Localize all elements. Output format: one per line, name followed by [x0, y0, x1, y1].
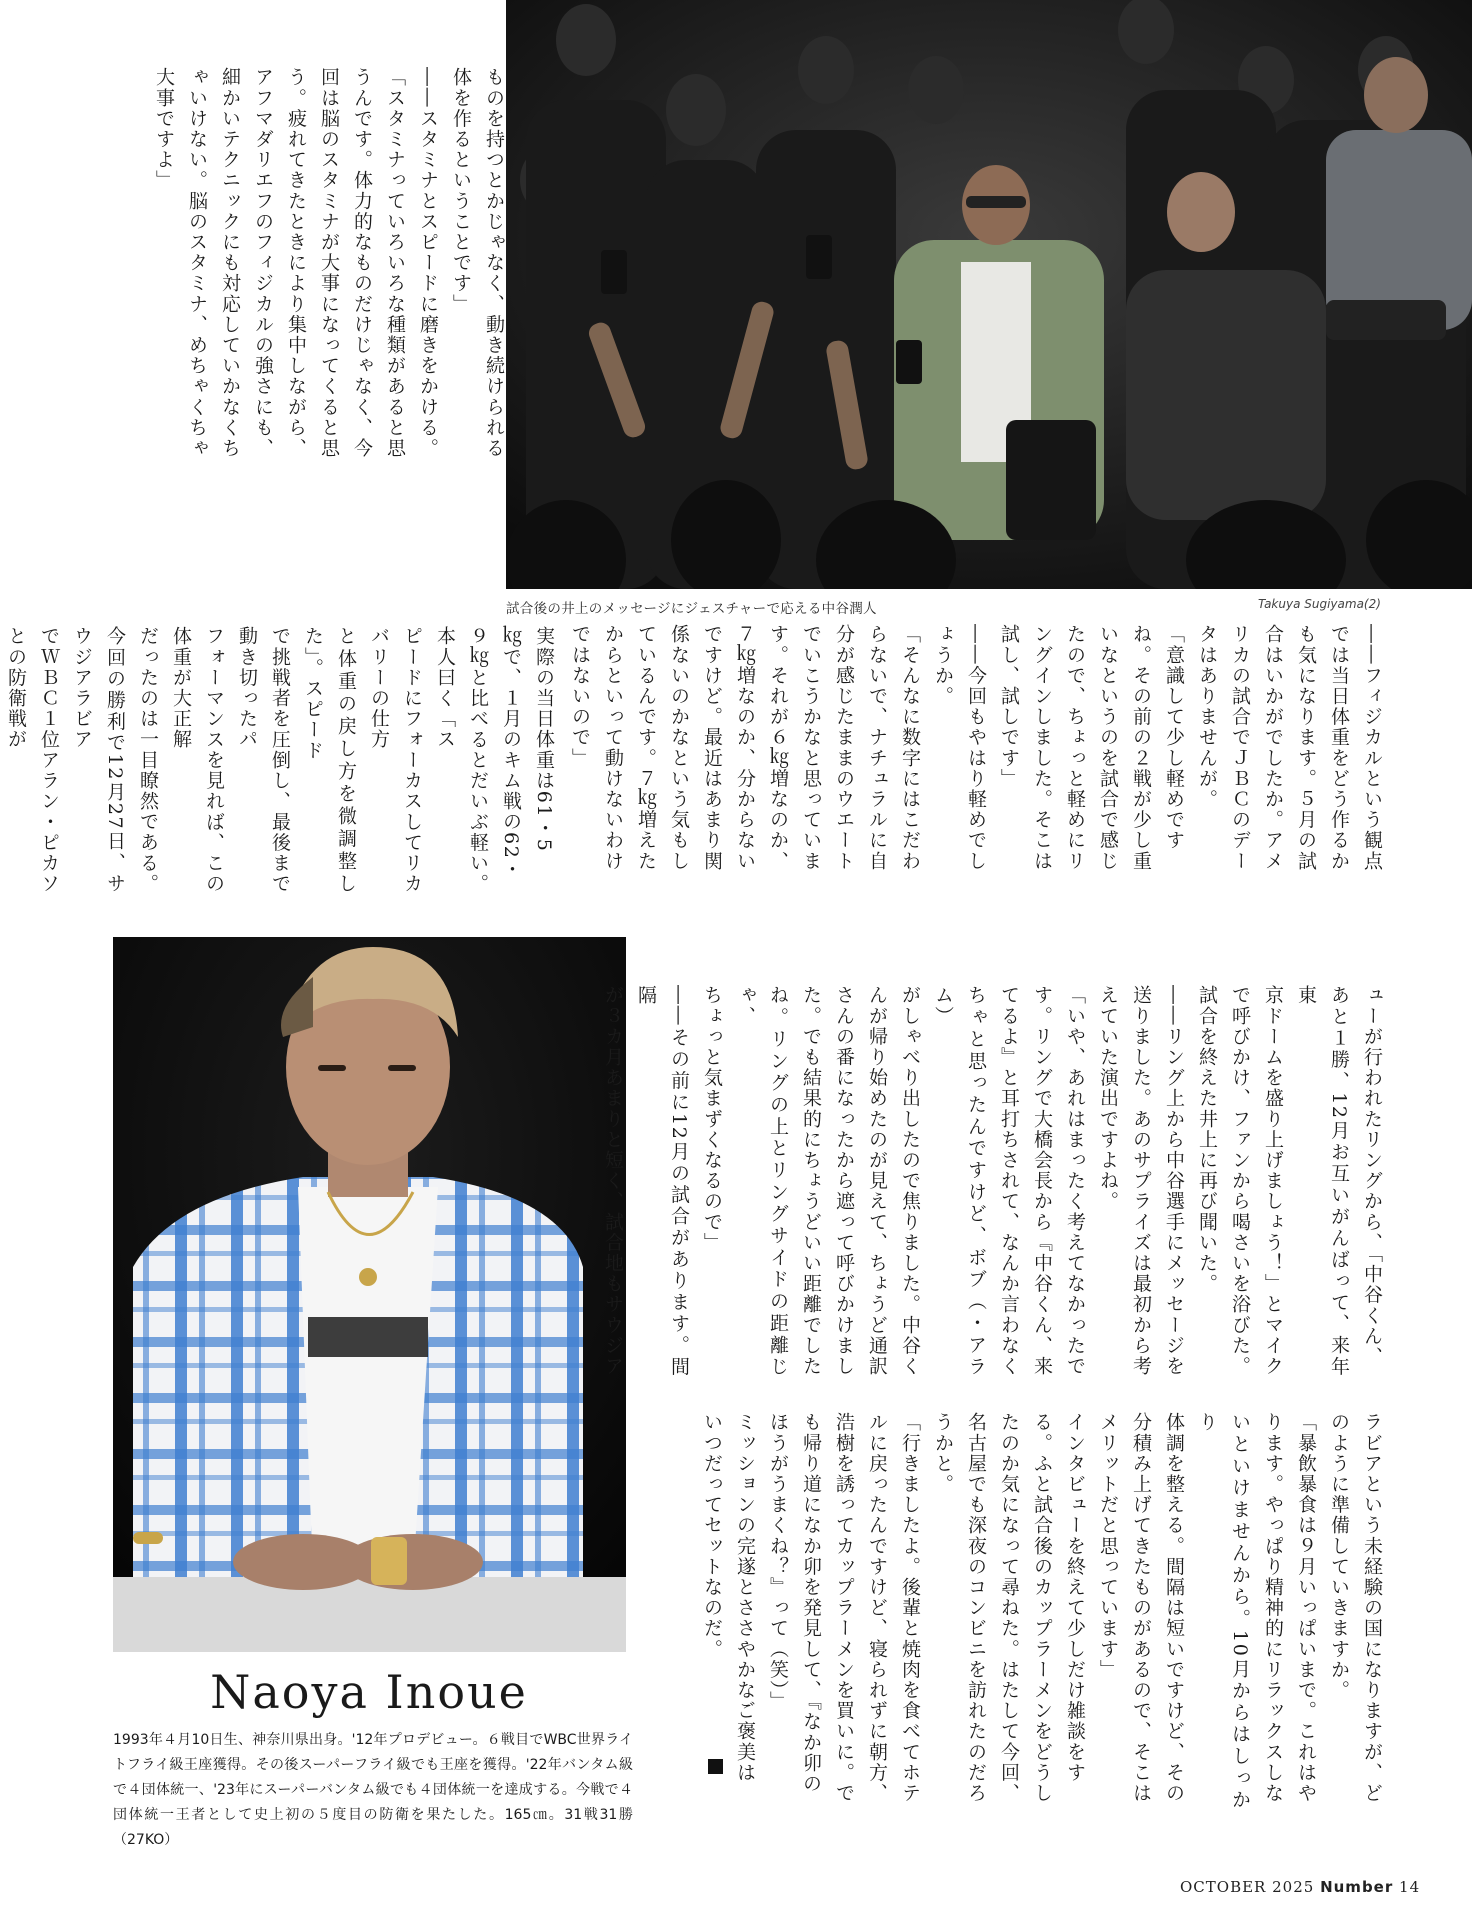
crowd-photo — [506, 0, 1472, 589]
portrait-photo — [113, 937, 626, 1652]
photo-caption: 試合後の井上のメッセージにジェスチャーで応える中谷潤人 — [506, 601, 877, 617]
article-end-mark — [708, 1759, 723, 1774]
article-column-bottom-upper: ューが行われたリングから、「中谷くん、 あと１勝、12月お互いがんばって、来年東 京ドームを盛り上げましょう！」とマイク で呼びかけ、ファンから喝さいを浴びた。 試合を終えた井上に再び聞いた。 ――リング上から中谷選手にメッセージを 送りました。あのサプライズは最初から考 えていた演出ですよね。 「いや、あれはまったく考えてなかったで す。リングで大橋会長から『中谷くん、来 てるよ』と耳打ちされて、なんか言わなく ちゃと思ったんですけど、ボブ（・アラム） がしゃべり出したので焦りました。中谷く んが帰り始めたのが見えて、ちょうど通訳 さんの番になったから遮って呼びかけまし た。でも結果的にちょうどいい距離でした ね。リングの上とリングサイドの距離じゃ、 ちょっと気まずくなるので」 ――その前に12月の試合があります。間隔 が３カ月あまりと短く、試合地もサウジア — [602, 985, 1383, 1377]
profile-name: Naoya Inoue — [210, 1665, 528, 1719]
article-column-top-left: ものを持つとかじゃなく、動き続けられる 体を作るということです」 ――スタミナとスピードに磨きをかける。 「スタミナっていろいろな種類があると思 うんです。体力的なものだけじゃなく、今 回は脳のスタミナが大事になってくると思 う。疲れてきたときにより集中しながら、 アフマダリエフのフィジカルの強さにも、 細かいテクニックにも対応していかなくち ゃいけない。脳のスタミナ、めちゃくちゃ 大事ですよ」 — [153, 67, 505, 459]
article-column-bottom-lower: ラビアという未経験の国になりますが、ど のように準備していきますか。 「暴飲暴食は９月いっぱいまで。これはや ります。やっぱり精神的にリラックスしな いといけませんから。10月からはしっかり 体調を整える。間隔は短いですけど、その 分積み上げてきたものがあるので、そこは メリットだと思っています」 インタビューを終えて少しだけ雑談をす る。ふと試合後のカップラーメンをどうし たのか気になって尋ねた。はたして今回、 名古屋でも深夜のコンビニを訪れたのだろ うかと。 「行きましたよ。後輩と焼肉を食べてホテ ルに戻ったんですけど、寝られずに朝方、 浩樹を誘ってカップラーメンを買いに。で も帰り道になか卯を発見して、『なか卯の ほうがうまくね？』って（笑）」 ミッションの完遂とささやかなご褒美は いつだってセットなのだ。 — [701, 1412, 1383, 1810]
article-column-middle-left: 実際の当日体重は61・5 ㎏で、１月のキム戦の62・ ９㎏と比べるとだいぶ軽い。本人曰く「ス ピードにフォーカスしてリカバリーの仕方 と体重の戻し方を微調整した」。スピード で挑戦者を圧倒し、最後まで動き切ったパ フォーマンスを見れば、この体重が大正解 だったのは一目瞭然である。 今回の勝利で12月27日、サウジアラビア でＷＢＣ１位アラン・ピカソとの防衛戦が — [5, 626, 555, 894]
photo-credit: Takuya Sugiyama(2) — [1258, 597, 1381, 611]
footer-page-number: 14 — [1399, 1878, 1421, 1896]
footer-magazine: Number — [1320, 1878, 1394, 1896]
footer-issue: OCTOBER 2025 — [1180, 1878, 1315, 1896]
article-column-top-right: ――フィジカルという観点 では当日体重をどう作るか も気になります。５月の試 合はいかがでしたか。アメ リカの試合でＪＢＣのデー タはありませんが。 「意識して少し軽めです ね。その前の２戦が少し重 いなというのを試合で感じ たので、ちょっと軽めにリ ングインしました。そこは 試し、試しです」 ――今回もやはり軽めでし ょうか。 「そんなに数字にはこだわ らないで、ナチュラルに自 分が感じたままのウエート でいこうかなと思っていま す。それが６㎏増なのか、 ７㎏増なのか、分からない ですけど。最近はあまり関 係ないのかなという気もし ているんです。７㎏増えた からといって動けないわけ ではないので」 — [569, 624, 1383, 872]
page-footer — [1180, 1878, 1420, 1896]
profile-bio: 1993年４月10日生、神奈川県出身。'12年プロデビュー。６戦目でWBC世界ライトフライ級王座獲得。その後スーパーフライ級でも王座を獲得。'22年バンタム級で４団体統一、'23年にスーパーバンタム級でも４団体統一を達成する。今戦で４団体統一王者として史上初の５度目の防衛を果たした。165㎝。31戦31勝（27KO） — [113, 1732, 633, 1848]
